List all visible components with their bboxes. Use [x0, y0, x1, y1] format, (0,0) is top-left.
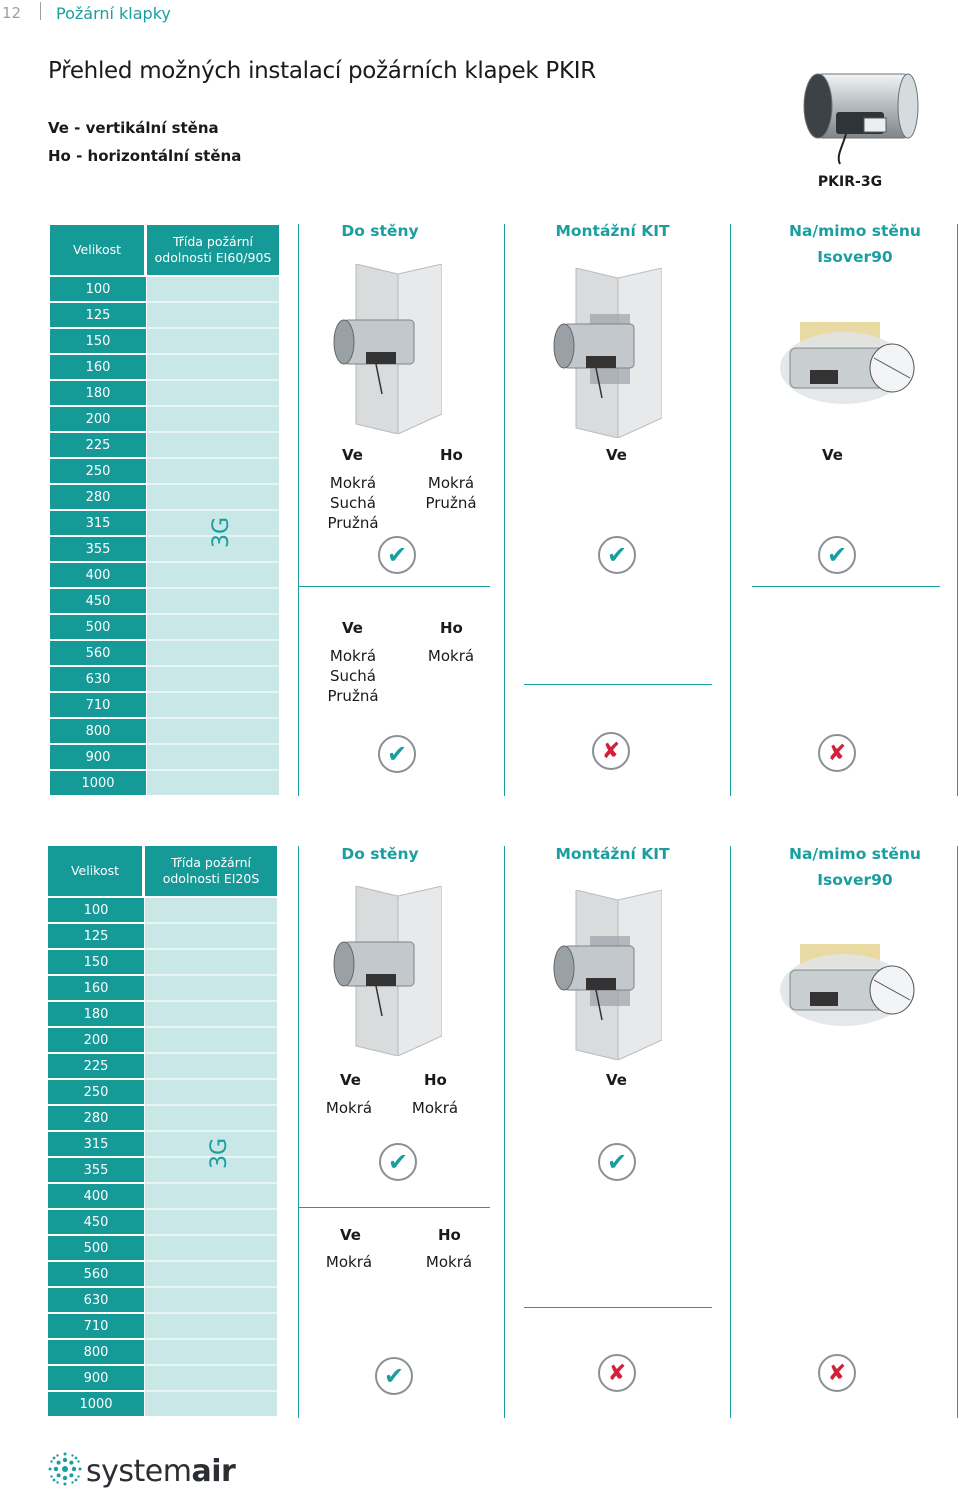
t1-wall-ho-types	[420, 473, 482, 513]
size-cell: 355	[50, 537, 146, 561]
size-cell: 180	[48, 1002, 144, 1026]
size-cell: 125	[50, 303, 146, 327]
class-row-stripe	[145, 1106, 277, 1130]
damper-product-image	[796, 66, 920, 168]
systemair-logo-icon	[48, 1452, 82, 1486]
size-cell: 630	[48, 1288, 144, 1312]
check-icon: ✔	[818, 536, 856, 574]
logo-text-light: system	[86, 1454, 192, 1489]
column-divider	[730, 846, 731, 1418]
logo-text-bold: air	[191, 1454, 236, 1489]
t2-wall-ve-label: Ve	[340, 1071, 361, 1089]
t1-wall-ho-types-lower	[420, 646, 482, 666]
size-cell: 1000	[50, 771, 146, 795]
cross-icon: ✘	[818, 734, 856, 772]
class-row-stripe	[145, 1002, 277, 1026]
type-label: Suchá	[330, 494, 376, 512]
size-cell: 560	[50, 641, 146, 665]
class-row-stripe	[145, 1236, 277, 1260]
class-row-stripe	[145, 1054, 277, 1078]
class-row-stripe	[147, 589, 279, 613]
class-row-stripe	[145, 1184, 277, 1208]
check-icon: ✔	[378, 735, 416, 773]
class-row-stripe	[147, 563, 279, 587]
header-divider	[40, 2, 41, 20]
class-row-stripe	[147, 719, 279, 743]
t1-wall-ve-label-lower: Ve	[342, 619, 363, 637]
column-divider	[298, 846, 299, 1418]
class-row-stripe	[145, 1080, 277, 1104]
type-label: Mokrá	[325, 1099, 373, 1117]
size-cell: 160	[48, 976, 144, 1000]
product-name: PKIR-3G	[817, 174, 883, 190]
t1-kit-ve-label: Ve	[606, 446, 627, 464]
type-label: Pružná	[327, 514, 379, 532]
class-row-stripe	[147, 485, 279, 509]
type-label: Pružná	[425, 494, 477, 512]
type-label: Pružná	[327, 687, 379, 705]
mounting-kit-image	[550, 890, 662, 1060]
cross-icon: ✘	[818, 1354, 856, 1392]
size-cell: 400	[48, 1184, 144, 1208]
legend-horizontal: Ho - horizontální stěna	[48, 147, 242, 165]
size-cell: 900	[50, 745, 146, 769]
check-icon: ✔	[598, 1143, 636, 1181]
size-cell: 355	[48, 1158, 144, 1182]
isover-installation-image	[770, 318, 920, 414]
class-row-stripe	[145, 1340, 277, 1364]
legend-vertical: Ve - vertikální stěna	[48, 119, 219, 137]
col-head-do-steny: Do stěny	[341, 845, 419, 863]
isover-installation-image	[770, 940, 920, 1036]
row-divider	[752, 586, 940, 587]
class-row-stripe	[147, 433, 279, 457]
type-label: Mokrá	[325, 1253, 373, 1271]
column-divider	[504, 224, 505, 796]
size-header: Velikost	[48, 846, 142, 896]
t1-wall-ho-label-lower: Ho	[440, 619, 463, 637]
t2-wall-ve-types-lower	[318, 1252, 380, 1272]
column-divider	[298, 224, 299, 796]
size-cell: 710	[50, 693, 146, 717]
t1-wall-ve-types-lower	[322, 646, 384, 706]
t2-wall-ve-types	[318, 1098, 380, 1118]
size-header: Velikost	[50, 225, 144, 275]
wall-installation-image	[330, 886, 442, 1056]
size-cell: 1000	[48, 1392, 144, 1416]
size-cell: 150	[48, 950, 144, 974]
size-cell: 630	[50, 667, 146, 691]
class-row-stripe	[147, 355, 279, 379]
section-title: Požární klapky	[56, 4, 171, 23]
row-divider	[298, 586, 490, 587]
size-cell: 450	[50, 589, 146, 613]
column-divider	[504, 846, 505, 1418]
size-cell: 315	[50, 511, 146, 535]
class-row-stripe	[145, 950, 277, 974]
type-label: Mokrá	[427, 647, 475, 665]
size-cell: 180	[50, 381, 146, 405]
class-row-stripe	[147, 745, 279, 769]
class-row-stripe	[147, 407, 279, 431]
type-label: Mokrá	[329, 474, 377, 492]
t1-isover-ve-label: Ve	[822, 446, 843, 464]
size-cell: 710	[48, 1314, 144, 1338]
column-divider	[957, 224, 958, 796]
size-cell: 225	[48, 1054, 144, 1078]
class-row-stripe	[147, 641, 279, 665]
col-head-montazni-kit: Montážní KIT	[555, 222, 670, 240]
check-icon: ✔	[598, 536, 636, 574]
col-head-isover: Isover90	[817, 871, 893, 889]
cross-icon: ✘	[598, 1354, 636, 1392]
size-cell: 125	[48, 924, 144, 948]
class-row-stripe	[147, 459, 279, 483]
check-icon: ✔	[379, 1143, 417, 1181]
type-label: Suchá	[330, 667, 376, 685]
col-head-montazni-kit: Montážní KIT	[555, 845, 670, 863]
mounting-kit-image	[550, 268, 662, 438]
size-cell: 800	[50, 719, 146, 743]
page-title: Přehled možných instalací požárních klapek PKIR	[48, 58, 596, 84]
col-head-na-mimo-stenu-line1: Na/mimo stěnu	[789, 845, 921, 863]
fire-class-header-line2: odolnosti EI60/90S	[154, 250, 272, 265]
class-row-stripe	[145, 924, 277, 948]
type-label: Mokrá	[425, 1253, 473, 1271]
size-cell: 250	[48, 1080, 144, 1104]
t2-wall-ve-label-lower: Ve	[340, 1226, 361, 1244]
type-label: Mokrá	[427, 474, 475, 492]
class-row-stripe	[147, 381, 279, 405]
size-cell: 200	[48, 1028, 144, 1052]
class-row-stripe	[145, 1366, 277, 1390]
size-cell: 160	[50, 355, 146, 379]
column-divider	[957, 846, 958, 1418]
fire-class-header-line1: Třída požární	[170, 855, 252, 870]
size-cell: 100	[48, 898, 144, 922]
systemair-logo	[86, 1454, 235, 1489]
size-cell: 900	[48, 1366, 144, 1390]
class-row-stripe	[145, 898, 277, 922]
t2-wall-ho-label: Ho	[424, 1071, 447, 1089]
class-row-stripe	[147, 329, 279, 353]
class-row-stripe	[145, 1262, 277, 1286]
size-cell: 100	[50, 277, 146, 301]
class-row-stripe	[145, 1314, 277, 1338]
col-head-na-mimo-stenu	[760, 218, 950, 270]
check-icon: ✔	[375, 1357, 413, 1395]
check-icon: ✔	[378, 536, 416, 574]
size-cell: 400	[50, 563, 146, 587]
t1-wall-ho-label: Ho	[440, 446, 463, 464]
col-head-do-steny: Do stěny	[341, 222, 419, 240]
column-divider	[730, 224, 731, 796]
col-head-na-mimo-stenu	[760, 841, 950, 893]
class-row-stripe	[147, 771, 279, 795]
wall-installation-image	[330, 264, 442, 434]
row-divider	[524, 1307, 712, 1308]
size-cell: 500	[48, 1236, 144, 1260]
size-cell: 200	[50, 407, 146, 431]
size-cell: 450	[48, 1210, 144, 1234]
fire-class-header	[147, 225, 279, 275]
t2-wall-ho-label-lower: Ho	[438, 1226, 461, 1244]
class-row-stripe	[145, 1210, 277, 1234]
col-head-isover: Isover90	[817, 248, 893, 266]
t1-wall-ve-types	[322, 473, 384, 533]
class-row-stripe	[145, 1392, 277, 1416]
fire-class-header	[145, 846, 277, 896]
row-divider	[298, 1207, 490, 1208]
t2-wall-ho-types-lower	[418, 1252, 480, 1272]
type-label: Mokrá	[411, 1099, 459, 1117]
class-row-stripe	[147, 693, 279, 717]
class-row-stripe	[145, 1028, 277, 1052]
class-label-3g: 3G	[209, 516, 235, 549]
fire-class-header-line2: odolnosti EI20S	[162, 871, 260, 886]
row-divider	[524, 684, 712, 685]
type-label: Mokrá	[329, 647, 377, 665]
size-cell: 800	[48, 1340, 144, 1364]
class-row-stripe	[147, 615, 279, 639]
fire-class-header-line1: Třída požární	[172, 234, 254, 249]
class-label-3g: 3G	[207, 1137, 233, 1170]
size-cell: 315	[48, 1132, 144, 1156]
class-row-stripe	[147, 303, 279, 327]
class-row-stripe	[145, 976, 277, 1000]
class-row-stripe	[145, 1288, 277, 1312]
t1-wall-ve-label: Ve	[342, 446, 363, 464]
size-cell: 225	[50, 433, 146, 457]
size-cell: 150	[50, 329, 146, 353]
class-row-stripe	[147, 277, 279, 301]
cross-icon: ✘	[592, 732, 630, 770]
size-cell: 250	[50, 459, 146, 483]
size-cell: 280	[50, 485, 146, 509]
size-cell: 500	[50, 615, 146, 639]
size-cell: 280	[48, 1106, 144, 1130]
col-head-na-mimo-stenu-line1: Na/mimo stěnu	[789, 222, 921, 240]
t2-kit-ve-label: Ve	[606, 1071, 627, 1089]
class-row-stripe	[147, 667, 279, 691]
size-cell: 560	[48, 1262, 144, 1286]
t2-wall-ho-types	[404, 1098, 466, 1118]
page-number: 12	[2, 4, 22, 22]
